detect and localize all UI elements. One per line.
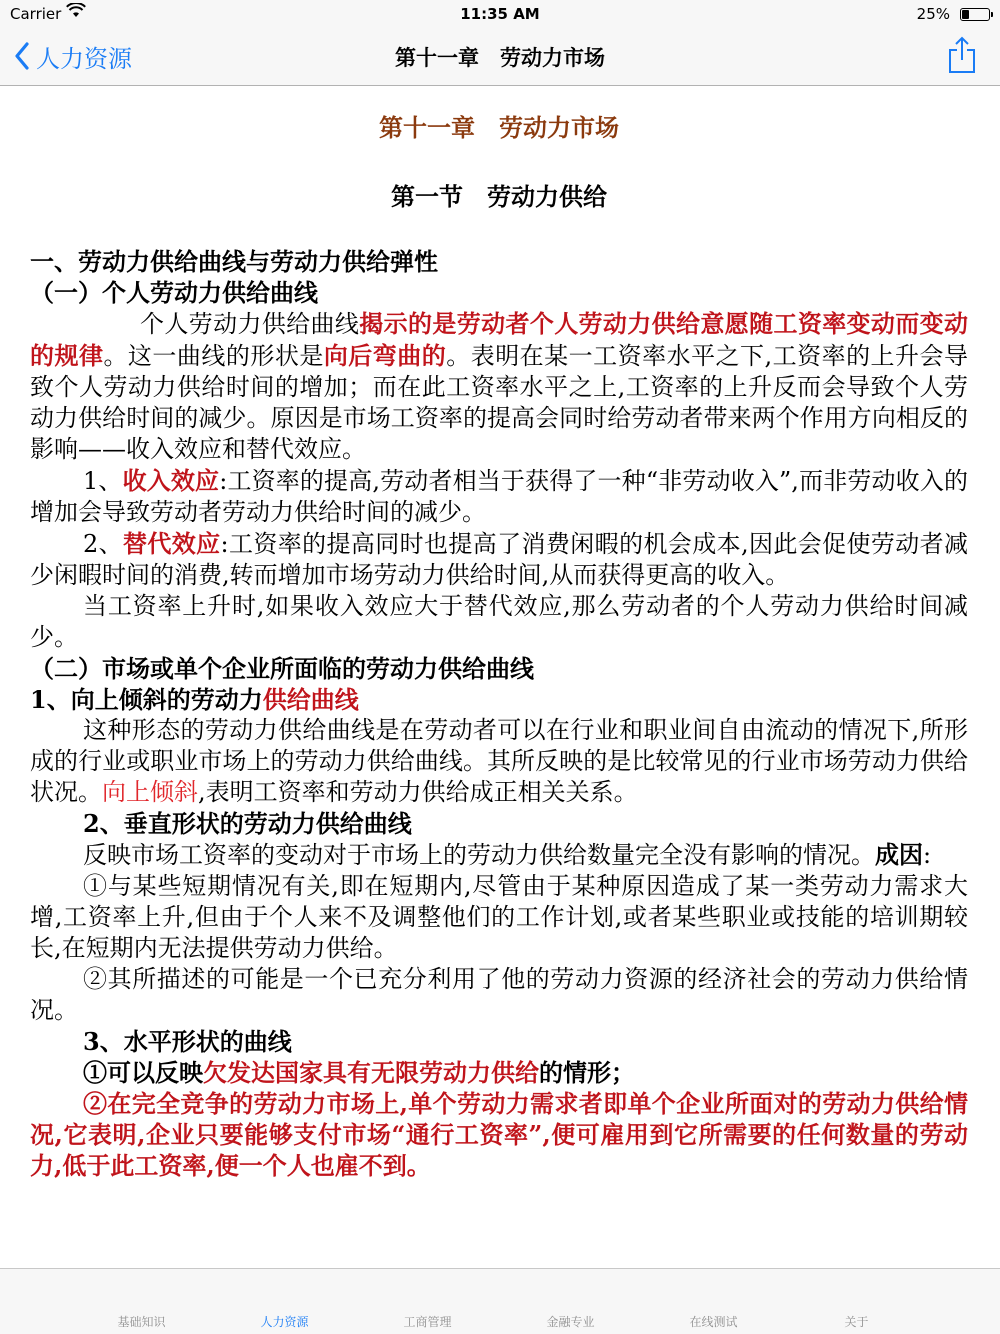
paragraph-individual-curve: 个人劳动力供给曲线揭示的是劳动者个人劳动力供给意愿随工资率变动而变动的规律。这一曲线的形状是向后弯曲的。表明在某一工资率水平之下,工资率的上升会导致个人劳动力供给时间的增加；而在此工资率水平之上,工资率的上升反而会导致个人劳动力供给时间的减少。原因是市场工资率的提高会同时给劳动者带来两个作用方向相反的影响——收入效应和替代效应。: [30, 309, 969, 463]
paragraph-income-effect: 1、收入效应:工资率的提高,劳动者相当于获得了一种“非劳动收入”,而非劳动收入的增加会导致劳动者劳动力供给时间的减少。: [30, 466, 968, 526]
clock: 11:35 AM: [460, 5, 540, 23]
battery-icon: [960, 8, 990, 21]
tab-bar: [0, 1268, 1000, 1334]
paragraph-upward: 这种形态的劳动力供给曲线是在劳动者可以在行业和职业间自由流动的情况下,所形成的行业或职业市场上的劳动力供给曲线。其所反映的是比较常见的行业市场劳动力供给状况。向上倾斜,表明工资率和劳动力供给成正相关关系。: [30, 716, 968, 806]
paragraph-vertical: 反映市场工资率的变动对于市场上的劳动力供给数量完全没有影响的情况。成因:: [83, 840, 932, 869]
article-content[interactable]: [0, 86, 1000, 1268]
tab-online-test[interactable]: 在线测试: [689, 1315, 738, 1329]
nav-title: 第十一章 劳动力市场: [395, 46, 605, 70]
paragraph-conclusion: 当工资率上升时,如果收入效应大于替代效应,那么劳动者的个人劳动力供给时间减少。: [30, 592, 968, 651]
back-button-label: 人力资源: [36, 44, 132, 73]
section-title: 第一节 劳动力供给: [391, 182, 607, 211]
heading-2-market: （二）市场或单个企业所面临的劳动力供给曲线: [30, 654, 534, 683]
tab-basics[interactable]: 基础知识: [117, 1315, 166, 1329]
paragraph-cause-1: ①与某些短期情况有关,即在短期内,尽管由于某种原因造成了某一类劳动力需求大增,工资率上升,但由于个人来不及调整他们的工作计划,或者某些职业或技能的培训期较长,在短期内无法提供劳动力供给。: [30, 872, 968, 962]
paragraph-horizontal-2: ②在完全竞争的劳动力市场上,单个劳动力需求者即单个企业所面对的劳动力供给情况,它表明,企业只要能够支付市场“通行工资率”,便可雇用到它所需要的任何数量的劳动力,低于此工资率,便一个人也雇不到。: [30, 1089, 968, 1180]
heading-3-upward: 1、向上倾斜的劳动力供给曲线: [30, 685, 359, 714]
paragraph-horizontal-1: ①可以反映欠发达国家具有无限劳动力供给的情形；: [83, 1058, 635, 1087]
tab-finance[interactable]: 金融专业: [546, 1315, 595, 1329]
share-button[interactable]: [948, 36, 976, 78]
paragraph-cause-2: ②其所描述的可能是一个已充分利用了他的劳动力资源的经济社会的劳动力供给情况。: [30, 965, 968, 1024]
heading-1: 一、劳动力供给曲线与劳动力供给弹性: [30, 247, 438, 276]
status-bar: [0, 0, 1000, 28]
battery-percent: 25%: [916, 5, 950, 23]
tab-about[interactable]: 关于: [844, 1315, 869, 1329]
carrier-label: Carrier: [10, 5, 62, 23]
heading-2-individual: （一）个人劳动力供给曲线: [30, 278, 318, 307]
navigation-bar: [0, 28, 1000, 86]
chapter-title: 第十一章 劳动力市场: [379, 113, 619, 142]
heading-3-horizontal: 3、水平形状的曲线: [83, 1027, 292, 1056]
share-icon: [948, 36, 976, 74]
heading-3-vertical: 2、垂直形状的劳动力供给曲线: [83, 809, 412, 838]
tab-hr[interactable]: 人力资源: [260, 1315, 309, 1329]
paragraph-substitution-effect: 2、替代效应:工资率的提高同时也提高了消费闲暇的机会成本,因此会促使劳动者减少闲暇时间的消费,转而增加市场劳动力供给时间,从而获得更高的收入。: [30, 529, 968, 589]
tab-business[interactable]: 工商管理: [403, 1315, 452, 1329]
